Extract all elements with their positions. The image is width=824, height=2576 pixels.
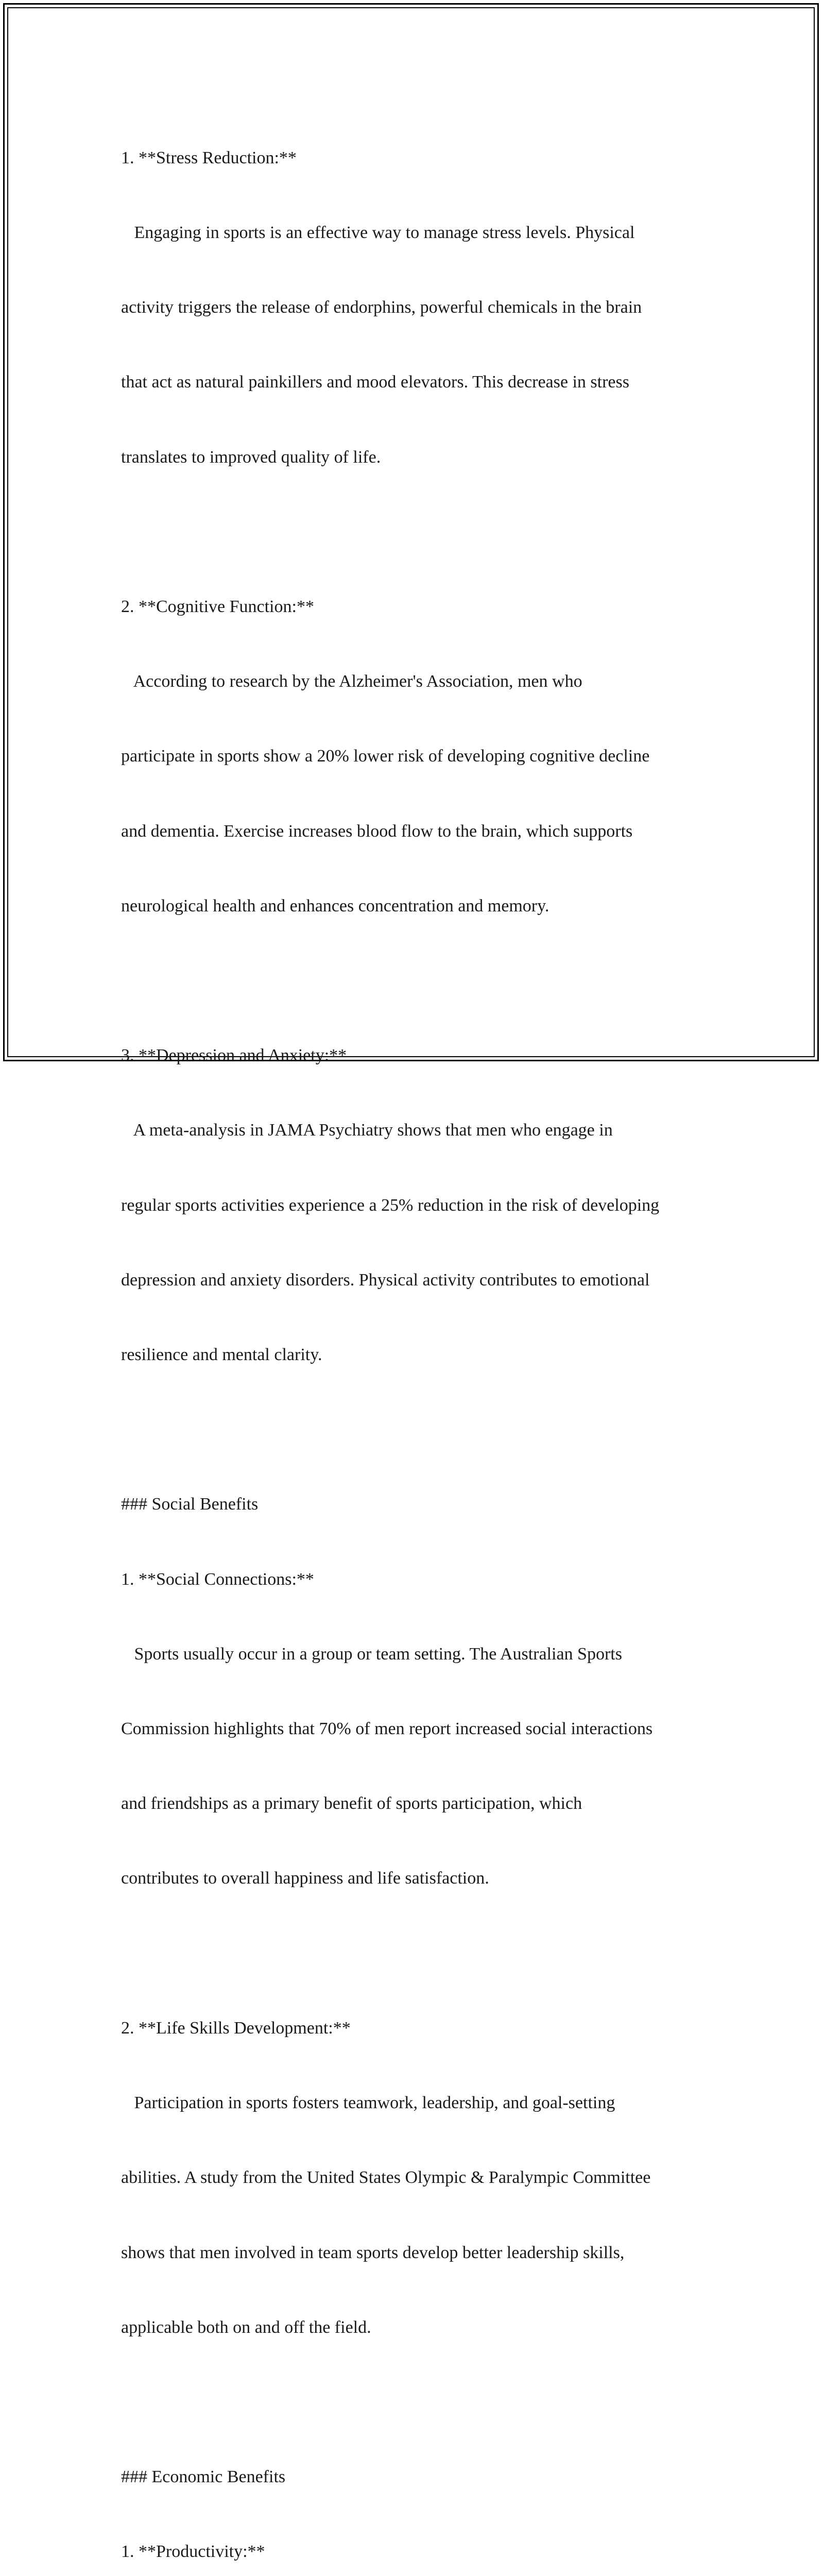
text-line: and dementia. Exercise increases blood flow to the brain, which supports — [121, 821, 633, 841]
text-line: and friendships as a primary benefit of sports participation, which — [121, 1794, 582, 1814]
text-line: 1. **Productivity:** — [121, 2542, 265, 2562]
text-line: resilience and mental clarity. — [121, 1345, 322, 1365]
text-line: applicable both on and off the field. — [121, 2317, 371, 2337]
text-line: depression and anxiety disorders. Physical activity contributes to emotional — [121, 1270, 650, 1290]
text-line: abilities. A study from the United States Olympic & Paralympic Committee — [121, 2168, 651, 2188]
document-body — [121, 96, 718, 2576]
text-line: shows that men involved in team sports develop better leadership skills, — [121, 2243, 625, 2262]
section-heading: ### Social Benefits — [121, 1495, 259, 1514]
text-line: contributes to overall happiness and life satisfaction. — [121, 1869, 489, 1888]
text-line: participate in sports show a 20% lower risk of developing cognitive decline — [121, 747, 650, 766]
text-line: activity triggers the release of endorphins, powerful chemicals in the brain — [121, 298, 642, 317]
text-line: 1. **Social Connections:** — [121, 1569, 314, 1589]
text-line: According to research by the Alzheimer's Association, men who — [121, 672, 582, 691]
text-line: A meta-analysis in JAMA Psychiatry shows that men who engage in — [121, 1121, 613, 1140]
text-line: 3. **Depression and Anxiety:** — [121, 1046, 347, 1065]
text-line: 2. **Cognitive Function:** — [121, 597, 314, 617]
blank-line — [121, 1417, 718, 1442]
text-line: Sports usually occur in a group or team setting. The Australian Sports — [121, 1644, 622, 1664]
text-line: Commission highlights that 70% of men report increased social interactions — [121, 1719, 653, 1739]
text-line: neurological health and enhances concentration and memory. — [121, 896, 550, 916]
text-line: Engaging in sports is an effective way to manage stress levels. Physical — [121, 223, 635, 243]
blank-line — [121, 969, 718, 993]
blank-line — [121, 1941, 718, 1966]
text-line: that act as natural painkillers and mood elevators. This decrease in stress — [121, 372, 629, 392]
text-line: 2. **Life Skills Development:** — [121, 2018, 351, 2038]
text-line: translates to improved quality of life. — [121, 447, 381, 467]
section-heading: ### Economic Benefits — [121, 2467, 286, 2487]
text-line: Participation in sports fosters teamwork, leadership, and goal-setting — [121, 2093, 615, 2113]
blank-line — [121, 520, 718, 545]
blank-line — [121, 2390, 718, 2415]
text-line: regular sports activities experience a 25% reduction in the risk of developing — [121, 1195, 660, 1215]
text-line: 1. **Stress Reduction:** — [121, 148, 297, 167]
